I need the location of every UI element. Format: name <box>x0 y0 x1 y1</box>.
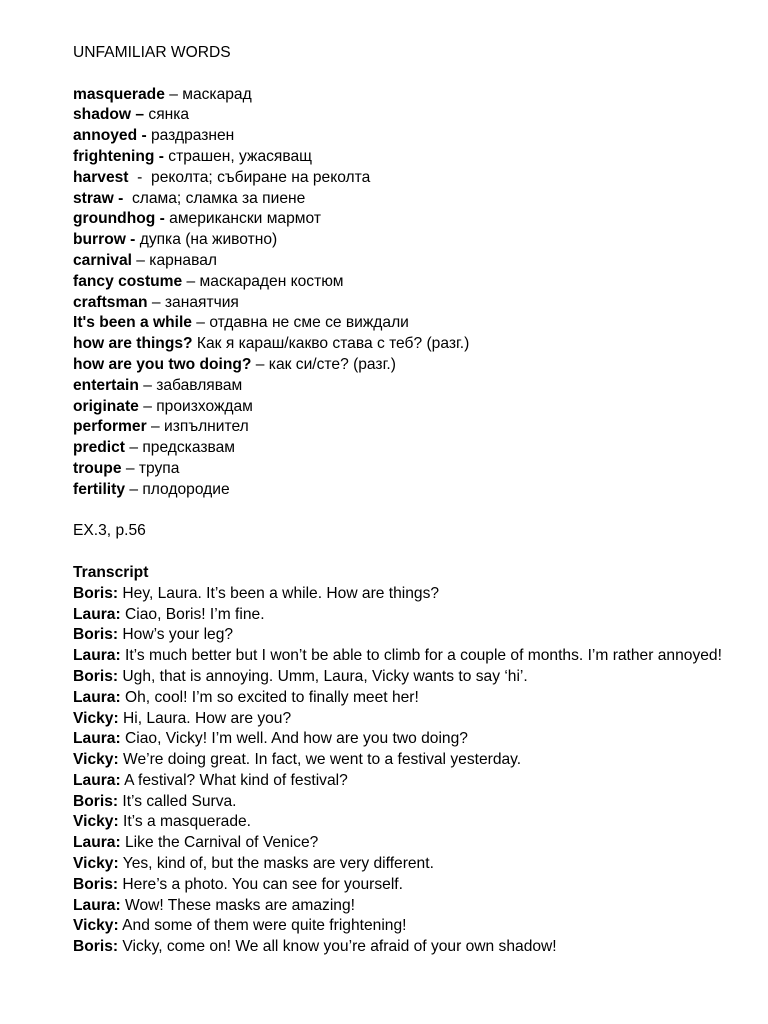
vocabulary-term: originate <box>73 397 139 415</box>
transcript-list <box>73 584 728 958</box>
speaker-name: Boris: <box>73 875 119 893</box>
vocabulary-item <box>73 147 728 168</box>
vocabulary-item <box>73 230 728 251</box>
vocabulary-term: fertility <box>73 480 125 498</box>
vocabulary-term: fancy costume <box>73 272 183 290</box>
transcript-line <box>73 729 728 750</box>
vocabulary-term: It's been a while <box>73 314 192 332</box>
speaker-text: Wow! These masks are amazing! <box>120 896 355 914</box>
speaker-name: Laura: <box>73 771 121 789</box>
vocabulary-separator: – <box>138 397 157 415</box>
vocabulary-term: performer <box>73 418 147 436</box>
speaker-name: Vicky: <box>73 751 119 769</box>
vocabulary-item <box>73 251 728 272</box>
vocabulary-translation: занаятчия <box>164 293 239 311</box>
vocabulary-term: annoyed - <box>73 127 147 145</box>
speaker-name: Laura: <box>73 605 121 623</box>
vocabulary-item <box>73 334 728 355</box>
speaker-name: Laura: <box>73 730 121 748</box>
speaker-name: Laura: <box>73 896 121 914</box>
vocabulary-term: masquerade <box>73 85 165 103</box>
speaker-name: Laura: <box>73 688 121 706</box>
speaker-text: Ciao, Vicky! I’m well. And how are you two doing? <box>120 730 468 748</box>
vocabulary-term: entertain <box>73 376 139 394</box>
speaker-text: It’s called Surva. <box>118 792 237 810</box>
speaker-name: Boris: <box>73 667 119 685</box>
transcript-line <box>73 771 728 792</box>
vocabulary-translation: Как я караш/какво става с теб? (разг.) <box>196 335 470 353</box>
vocabulary-translation: предсказвам <box>142 439 236 457</box>
vocabulary-translation: маскараден костюм <box>199 272 344 290</box>
vocabulary-term: troupe <box>73 459 122 477</box>
vocabulary-term: burrow - <box>73 231 136 249</box>
transcript-line <box>73 625 728 646</box>
speaker-text: Yes, kind of, but the masks are very different. <box>118 855 434 873</box>
vocabulary-item <box>73 126 728 147</box>
vocabulary-translation: американски мармот <box>169 210 321 228</box>
vocabulary-term: shadow – <box>73 106 145 124</box>
speaker-text: Hey, Laura. It’s been a while. How are things? <box>118 584 440 602</box>
vocabulary-item <box>73 480 728 501</box>
transcript-line <box>73 688 728 709</box>
vocabulary-translation: отдавна не сме се виждали <box>209 314 409 332</box>
vocabulary-item <box>73 417 728 438</box>
vocabulary-translation: раздразнен <box>151 127 235 145</box>
vocabulary-separator: – <box>251 355 269 373</box>
vocabulary-item <box>73 189 728 210</box>
vocabulary-translation: дупка (на животно) <box>139 231 278 249</box>
speaker-name: Laura: <box>73 647 121 665</box>
section-title: UNFAMILIAR WORDS <box>73 44 231 61</box>
vocabulary-separator: - <box>128 168 152 186</box>
speaker-text: We’re doing great. In fact, we went to a festival yesterday. <box>118 751 522 769</box>
vocabulary-translation: трупа <box>138 459 180 477</box>
speaker-name: Boris: <box>73 792 119 810</box>
speaker-text: How’s your leg? <box>118 626 234 644</box>
speaker-text: It’s a masquerade. <box>118 813 252 831</box>
transcript-line <box>73 667 728 688</box>
transcript-line <box>73 605 728 626</box>
speaker-name: Vicky: <box>73 709 119 727</box>
speaker-text: Like the Carnival of Venice? <box>120 834 319 852</box>
speaker-name: Boris: <box>73 626 119 644</box>
vocabulary-item <box>73 293 728 314</box>
vocabulary-term: how are things? <box>73 335 193 353</box>
speaker-text: Hi, Laura. How are you? <box>118 709 292 727</box>
vocabulary-term: predict <box>73 439 125 457</box>
speaker-text: Ugh, that is annoying. Umm, Laura, Vicky wants to say ‘hi’. <box>118 667 528 685</box>
speaker-name: Boris: <box>73 584 119 602</box>
vocabulary-item <box>73 459 728 480</box>
transcript-line <box>73 709 728 730</box>
transcript-line <box>73 750 728 771</box>
speaker-name: Vicky: <box>73 813 119 831</box>
spacer <box>73 64 728 85</box>
vocabulary-separator: – <box>164 85 183 103</box>
vocabulary-translation: произхождам <box>156 397 253 415</box>
transcript-line <box>73 584 728 605</box>
vocabulary-item <box>73 209 728 230</box>
vocabulary-translation: слама; сламка за пиене <box>131 189 306 207</box>
transcript-line <box>73 916 728 937</box>
vocabulary-separator: – <box>125 480 143 498</box>
vocabulary-term: groundhog - <box>73 210 165 228</box>
vocabulary-item <box>73 313 728 334</box>
speaker-text: Oh, cool! I’m so excited to finally meet her! <box>120 688 419 706</box>
vocabulary-translation: карнавал <box>149 251 217 269</box>
vocabulary-item <box>73 438 728 459</box>
vocabulary-term: straw - <box>73 189 124 207</box>
vocabulary-term: how are you two doing? <box>73 355 252 373</box>
vocabulary-separator: – <box>182 272 200 290</box>
vocabulary-item <box>73 85 728 106</box>
vocabulary-term: harvest <box>73 168 129 186</box>
vocabulary-translation: реколта; събиране на реколта <box>151 168 371 186</box>
speaker-text: And some of them were quite frightening! <box>118 917 407 935</box>
vocabulary-translation: маскарад <box>182 85 252 103</box>
speaker-text: Vicky, come on! We all know you’re afraid of your own shadow! <box>118 938 557 956</box>
vocabulary-separator: – <box>191 314 210 332</box>
vocabulary-separator: – <box>138 376 157 394</box>
vocabulary-item <box>73 397 728 418</box>
exercise-reference: EX.3, p.56 <box>73 522 146 540</box>
transcript-heading: Transcript <box>73 563 149 581</box>
vocabulary-separator <box>123 190 132 207</box>
vocabulary-term: craftsman <box>73 293 148 311</box>
vocabulary-translation: забавлявам <box>156 376 243 394</box>
vocabulary-term: frightening - <box>73 147 164 165</box>
vocabulary-separator: – <box>125 439 143 457</box>
vocabulary-translation: плодородие <box>142 480 230 498</box>
vocabulary-item <box>73 272 728 293</box>
transcript-line <box>73 896 728 917</box>
speaker-text: It’s much better but I won’t be able to climb for a couple of months. I’m rather annoyed! <box>120 647 722 665</box>
vocabulary-separator: – <box>121 459 139 477</box>
spacer <box>73 501 728 522</box>
vocabulary-list <box>73 85 728 501</box>
speaker-text: A festival? What kind of festival? <box>120 771 348 789</box>
spacer <box>73 542 728 563</box>
speaker-text: Ciao, Boris! I’m fine. <box>120 605 265 623</box>
vocabulary-translation: сянка <box>148 106 190 124</box>
transcript-line <box>73 875 728 896</box>
transcript-line <box>73 792 728 813</box>
transcript-line <box>73 646 728 667</box>
transcript-line <box>73 937 728 958</box>
vocabulary-term: carnival <box>73 251 132 269</box>
vocabulary-item <box>73 376 728 397</box>
speaker-name: Laura: <box>73 834 121 852</box>
vocabulary-item <box>73 168 728 189</box>
vocabulary-separator: – <box>146 418 165 436</box>
speaker-name: Vicky: <box>73 917 119 935</box>
speaker-name: Boris: <box>73 938 119 956</box>
transcript-line <box>73 854 728 875</box>
vocabulary-item <box>73 105 728 126</box>
vocabulary-item <box>73 355 728 376</box>
speaker-name: Vicky: <box>73 855 119 873</box>
vocabulary-separator: – <box>147 293 165 311</box>
transcript-line <box>73 812 728 833</box>
vocabulary-translation: страшен, ужасяващ <box>168 147 312 165</box>
vocabulary-separator: – <box>131 251 150 269</box>
vocabulary-translation: как си/сте? (разг.) <box>268 355 396 373</box>
transcript-line <box>73 833 728 854</box>
speaker-text: Here’s a photo. You can see for yourself. <box>118 875 403 893</box>
vocabulary-translation: изпълнител <box>164 418 249 436</box>
